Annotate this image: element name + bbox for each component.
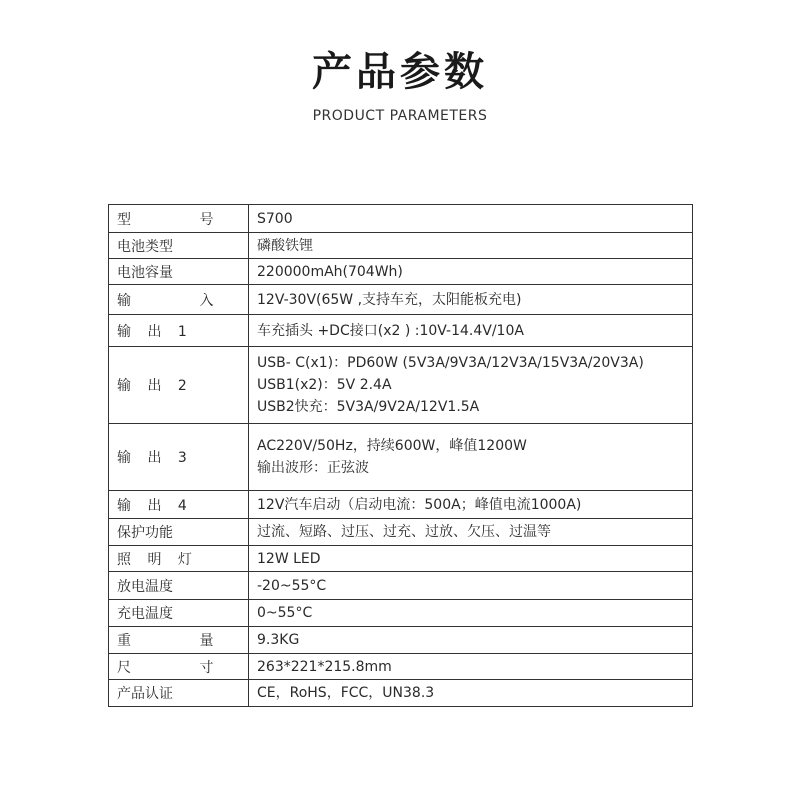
table-row-input: [109, 285, 693, 315]
table-row-certification: [109, 680, 693, 707]
table-row-battery-capacity: [109, 259, 693, 285]
row-label: 输 入: [109, 285, 249, 315]
table-row-battery-type: [109, 233, 693, 259]
value-line: 0~55°C: [257, 605, 313, 621]
table-row-output-1: [109, 315, 693, 347]
value-line: 过流、短路、过压、过充、过放、欠压、过温等: [257, 524, 551, 540]
page-subtitle: PRODUCT PARAMETERS: [312, 108, 488, 124]
table-row-model: [109, 205, 693, 233]
row-value: [249, 680, 693, 707]
value-line: S700: [257, 210, 293, 227]
row-label: 照 明 灯: [109, 546, 249, 572]
row-value: [249, 347, 693, 424]
row-label: 输 出 4: [109, 491, 249, 519]
row-value: [249, 654, 693, 680]
row-value: [249, 546, 693, 572]
value-line: 输出波形：正弦波: [257, 460, 369, 476]
value-line: 9.3KG: [257, 632, 300, 648]
row-label: 产品认证: [109, 680, 249, 707]
value-line: 车充插头 +DC接口(x2 ) :10V-14.4V/10A: [257, 322, 524, 339]
row-value: [249, 233, 693, 259]
table-row-discharge-temp: [109, 572, 693, 600]
table-row-charge-temp: [109, 600, 693, 627]
table-row-dimensions: [109, 654, 693, 680]
row-label: 输 出 3: [109, 424, 249, 491]
row-label: 电池类型: [109, 233, 249, 259]
row-value: [249, 627, 693, 654]
row-value: [249, 315, 693, 347]
row-label: 尺 寸: [109, 654, 249, 680]
value-line: USB1(x2)：5V 2.4A: [257, 377, 392, 393]
row-label: 型 号: [109, 205, 249, 233]
value-line: -20~55°C: [257, 577, 327, 594]
value-line: AC220V/50Hz，持续600W，峰值1200W: [257, 438, 527, 454]
row-value: [249, 572, 693, 600]
table-row-output-3: [109, 424, 693, 491]
row-label: 电池容量: [109, 259, 249, 285]
row-label: 放电温度: [109, 572, 249, 600]
row-value: [249, 519, 693, 546]
table-row-lighting: [109, 546, 693, 572]
table-row-output-2: [109, 347, 693, 424]
row-value: [249, 491, 693, 519]
value-line: USB- C(x1)：PD60W (5V3A/9V3A/12V3A/15V3A/20V3A): [257, 355, 644, 371]
parameters-table: [108, 204, 693, 707]
value-line: 12V-30V(65W ,支持车充，太阳能板充电): [257, 291, 522, 308]
value-line: 12W LED: [257, 550, 321, 567]
value-line: USB2快充：5V3A/9V2A/12V1.5A: [257, 399, 480, 415]
table-row-protection: [109, 519, 693, 546]
row-label: 充电温度: [109, 600, 249, 627]
row-label: 输 出 2: [109, 347, 249, 424]
table-row-output-4: [109, 491, 693, 519]
row-label: 保护功能: [109, 519, 249, 546]
table-row-weight: [109, 627, 693, 654]
row-value: [249, 205, 693, 233]
value-line: 220000mAh(704Wh): [257, 263, 403, 280]
value-line: 12V汽车启动（启动电流：500A；峰值电流1000A): [257, 496, 582, 513]
row-label: 重 量: [109, 627, 249, 654]
row-value: [249, 285, 693, 315]
row-value: [249, 600, 693, 627]
row-value: [249, 424, 693, 491]
row-label: 输 出 1: [109, 315, 249, 347]
row-value: [249, 259, 693, 285]
value-line: 磷酸铁锂: [257, 237, 313, 254]
value-line: 263*221*215.8mm: [257, 658, 392, 675]
page-title: 产品参数: [312, 49, 488, 95]
value-line: CE，RoHS，FCC，UN38.3: [257, 685, 435, 701]
